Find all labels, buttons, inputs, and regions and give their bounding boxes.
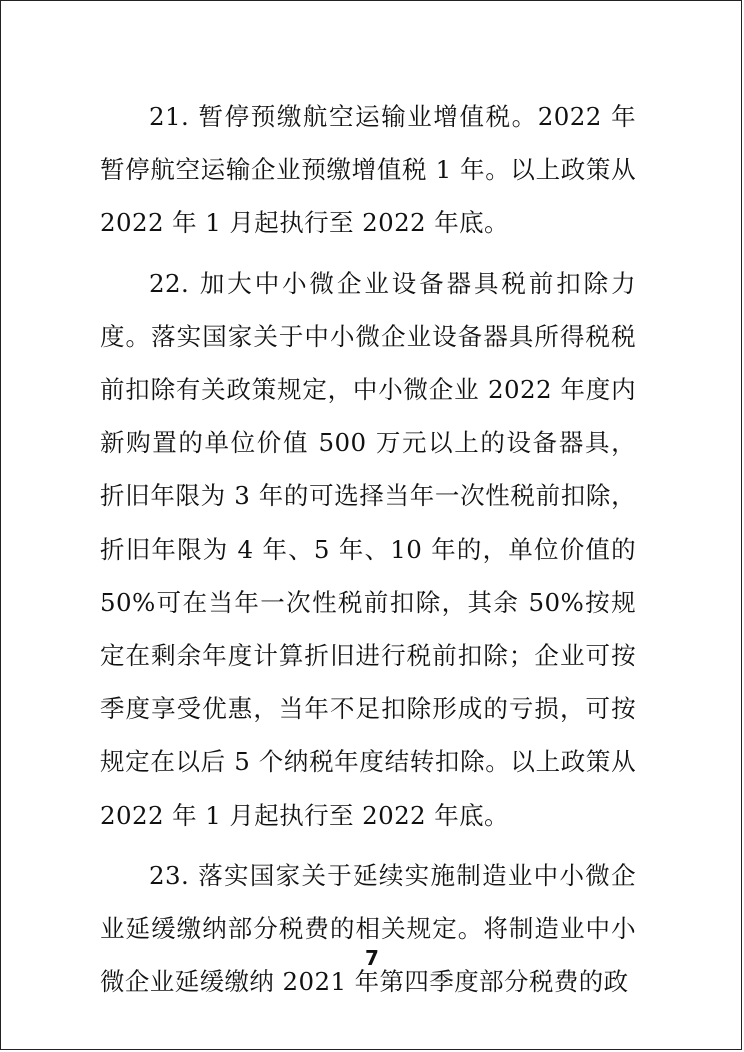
paragraph-22: 22. 加大中小微企业设备器具税前扣除力度。落实国家关于中小微企业设备器具所得税税前扣除有关政策规定，中小微企业 2022 年度内新购置的单位价值 500 万元以上的设备器具，折旧年限为 3 年的可选择当年一次性税前扣除，折旧年限为 4 年、5 年、10 年的，单位价值的 50%可在当年一次性税前扣除，其余 50%按规定在剩余年度计算折旧进行税前扣除；企业可按季度享受优惠，当年不足扣除形成的亏损，可按规定在以后 5 个纳税年度结转扣除。以上政策从 2022 年 1 月起执行至 2022 年底。 [100,268,636,830]
paragraph-23: 23. 落实国家关于延续实施制造业中小微企业延缓缴纳部分税费的相关规定。将制造业中小微企业延缓缴纳 2021 年第四季度部分税费的政 [100,860,636,997]
document-body [100,90,636,1015]
paragraph-21: 21. 暂停预缴航空运输业增值税。2022 年暂停航空运输企业预缴增值税 1 年。以上政策从 2022 年 1 月起执行至 2022 年底。 [100,102,636,238]
page-number: 7 [365,946,379,970]
